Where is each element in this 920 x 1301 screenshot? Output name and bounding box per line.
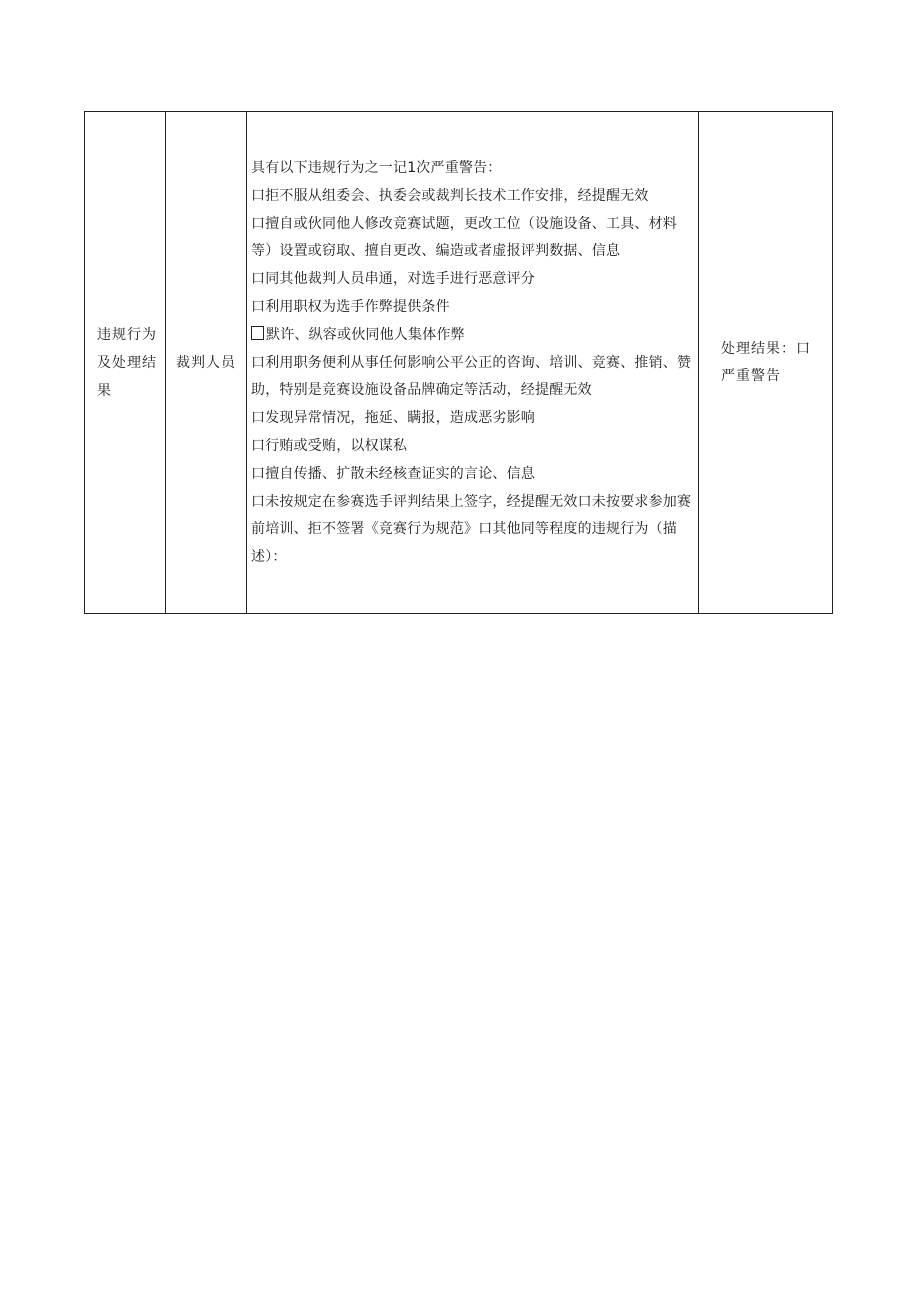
violation-item: 口擅自传播、扩散未经核查证实的言论、信息 [251, 465, 535, 482]
category-line: 违规行为 [97, 326, 157, 343]
result-line: 严重警告 [721, 367, 781, 384]
violation-item: 口擅自或伙同他人修改竞赛试题，更改工位（设施设备、工具、材料等）设置或窃取、擅自更改、编造或者虚报评判数据、信息 [251, 215, 677, 260]
result-cell [699, 112, 833, 614]
violation-item: 口发现异常情况，拖延、瞒报，造成恶劣影响 [251, 410, 535, 427]
result-line: 处理结果：口 [721, 340, 811, 357]
category-cell [85, 112, 166, 614]
violation-item-with-checkbox [251, 322, 698, 350]
checkbox-icon[interactable] [251, 326, 264, 340]
role-cell [166, 112, 247, 614]
violation-items-cell [247, 112, 699, 614]
category-line: 及处理结 [97, 354, 157, 371]
role-label: 裁判人员 [176, 354, 236, 371]
violation-item: 口同其他裁判人员串通，对选手进行恶意评分 [251, 271, 535, 288]
violation-item: 口未按规定在参赛选手评判结果上签字，经提醒无效口未按要求参加赛前培训、拒不签署《竞赛行为规范》口其他同等程度的违规行为（描述）： [251, 493, 692, 566]
violation-item: 口行贿或受贿，以权谋私 [251, 437, 408, 454]
category-line: 果 [97, 382, 112, 399]
violation-item: 口拒不服从组委会、执委会或裁判长技术工作安排，经提醒无效 [251, 187, 649, 204]
violation-header: 具有以下违规行为之一记1次严重警告： [251, 160, 502, 177]
table-row [85, 112, 833, 614]
violation-rules-table [84, 111, 833, 614]
violation-item: 口利用职务便利从事任何影响公平公正的咨询、培训、竞赛、推销、赞助，特别是竞赛设施设备品牌确定等活动，经提醒无效 [251, 354, 692, 399]
violation-item: 口利用职权为选手作弊提供条件 [251, 299, 450, 315]
violation-item-text: 默许、纵容或伙同他人集体作弊 [266, 326, 465, 343]
